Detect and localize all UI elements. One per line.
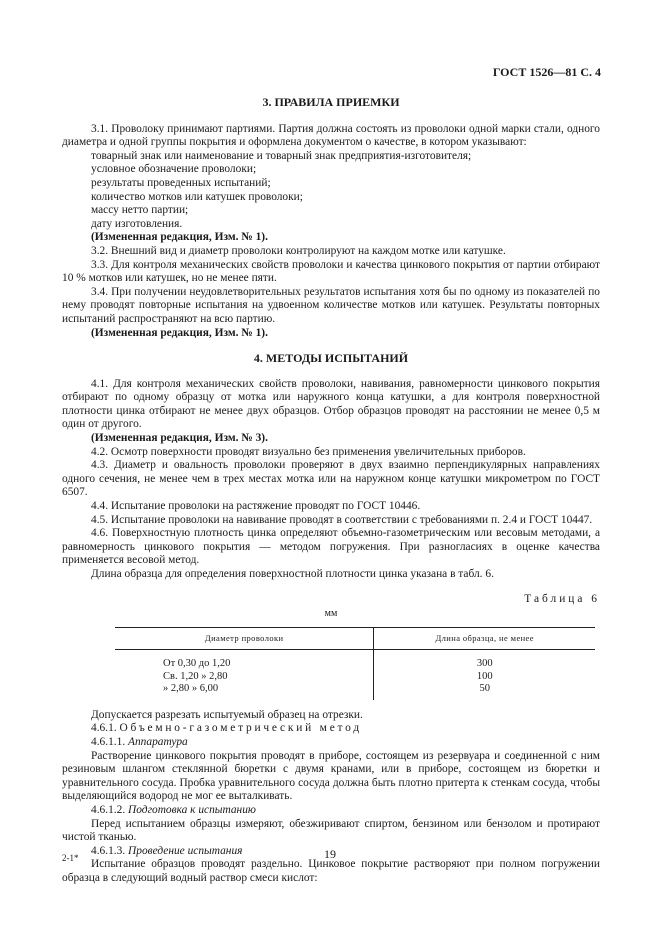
heading-4-6-1	[62, 722, 600, 736]
heading-title: Объемно-газометрический метод	[119, 722, 362, 735]
paragraph-4-6-1-1: Растворение цинкового покрытия проводят в приборе, состоящем из резервуара и соединенной с ним резиновым шлангом стеклянной бюретки с двумя кранами, или в приборе, состоящем из бюретки и уравнительного сосуда. Пробка уравнительного сосуда должна быть плотно притерта к стенкам сосуда, чтобы выделяющийся водород не мог ее выталкивать.	[62, 749, 600, 803]
paragraph-3-1: 3.1. Проволоку принимают партиями. Партия должна состоять из проволоки одной марки стали, одного диаметра и одной группы покрытия и оформлена документом о качестве, в котором указывают:	[62, 122, 600, 149]
page-header: ГОСТ 1526—81 С. 4	[492, 65, 601, 79]
edit-note: (Измененная редакция, Изм. № 1).	[91, 326, 268, 339]
cell-length: 300	[476, 658, 493, 670]
edit-note: (Измененная редакция, Изм. № 1).	[91, 231, 268, 244]
cell-diameter: » 2,80 » 6,00	[115, 683, 374, 700]
table-row	[115, 683, 595, 700]
footer-mark: 2-1*	[62, 853, 79, 863]
list-item: количество мотков или катушек проволоки;	[91, 190, 303, 203]
table-row	[115, 671, 595, 684]
heading-title: Аппаратура	[128, 736, 188, 749]
edit-note: (Измененная редакция, Изм. № 3).	[91, 432, 268, 445]
heading-number: 4.6.1.	[91, 722, 117, 735]
paragraph-3-4: 3.4. При получении неудовлетворительных результатов испытания хотя бы по одному из показателей по нему проводят повторные испытания на удвоенном количестве мотков или катушек. Результаты повторных испытаний распространяют на всю партию.	[62, 285, 600, 325]
paragraph-4-6: 4.6. Поверхностную плотность цинка определяют объемно-газометрическим или весовым методами, а равномерность цинкового покрытия — методом погружения. При разногласиях в оценке качества применяется весовой метод.	[62, 527, 600, 567]
paragraph-4-2: 4.2. Осмотр поверхности проводят визуально без применения увеличительных приборов.	[91, 445, 526, 458]
paragraph-4-1: 4.1. Для контроля механических свойств проволоки, навивания, равномерности цинкового покрытия отбирают по одному образцу от мотка или наружного конца катушки, а для контроля поверхностной плотности цинка отбирают не менее двух образцов. Отбор образцов проводят на расстоянии не менее 0,5 м один от другого.	[62, 377, 600, 431]
heading-title: Подготовка к испытанию	[128, 804, 256, 817]
paragraph-4-4: 4.4. Испытание проволоки на растяжение проводят по ГОСТ 10446.	[91, 500, 421, 513]
paragraph-4-5: 4.5. Испытание проволоки на навивание проводят в соответствии с требованиями п. 2.4 и ГОСТ 10447.	[91, 513, 593, 526]
cell-diameter: От 0,30 до 1,20	[115, 650, 374, 671]
heading-number: 4.6.1.3.	[91, 844, 126, 857]
paragraph-4-6-1-3: Испытание образцов проводят раздельно. Цинковое покрытие растворяют при полном погружении образца в следующий водный раствор смеси кислот:	[62, 858, 600, 884]
paragraph-4-3: 4.3. Диаметр и овальность проволоки проверяют в двух взаимно перпендикулярных направлениях одного сечения, не менее чем в трех местах мотка или на наружном конце катушки микрометром по ГОСТ 6507.	[62, 459, 600, 499]
heading-title: Проведение испытания	[128, 844, 243, 857]
heading-4-6-1-2	[62, 804, 600, 818]
paragraph-4-6-table-ref: Длина образца для определения поверхностной плотности цинка указана в табл. 6.	[91, 568, 494, 580]
page-content	[62, 96, 600, 886]
column-header-length: Длина образца, не менее	[374, 627, 595, 650]
table-caption: Таблица 6	[524, 592, 600, 605]
column-header-diameter: Диаметр проволоки	[115, 627, 374, 650]
list-item: условное обозначение проволоки;	[91, 163, 257, 176]
page-number: 19	[324, 847, 336, 861]
table-row	[115, 650, 595, 671]
list-item: дату изготовления.	[91, 217, 183, 230]
table-6	[115, 627, 595, 700]
section-4-title: 4. МЕТОДЫ ИСПЫТАНИЙ	[253, 351, 409, 366]
list-item: товарный знак или наименование и товарный знак предприятия-изготовителя;	[91, 149, 472, 162]
paragraph-allow-cut: Допускается разрезать испытуемый образец на отрезки.	[91, 708, 363, 721]
section-3-title: 3. ПРАВИЛА ПРИЕМКИ	[262, 95, 400, 109]
list-item: результаты проведенных испытаний;	[91, 176, 271, 189]
heading-4-6-1-1	[62, 736, 600, 750]
paragraph-3-2: 3.2. Внешний вид и диаметр проволоки контролируют на каждом мотке или катушке.	[91, 244, 506, 257]
table-unit: мм	[324, 608, 338, 620]
paragraph-3-3: 3.3. Для контроля механических свойств проволоки и качества цинкового покрытия от партии отбирают 10 % мотков или катушек, но не менее пяти.	[62, 258, 600, 285]
cell-length: 50	[479, 683, 490, 695]
table-header-row	[115, 627, 595, 650]
cell-diameter: Св. 1,20 » 2,80	[115, 671, 374, 684]
heading-number: 4.6.1.2.	[91, 804, 126, 817]
cell-length: 100	[476, 670, 493, 682]
heading-number: 4.6.1.1.	[91, 736, 126, 749]
paragraph-4-6-1-2: Перед испытанием образцы измеряют, обезжиривают спиртом, бензином или бензолом и протирают чистой тканью.	[62, 817, 600, 844]
list-item: массу нетто партии;	[91, 204, 189, 217]
